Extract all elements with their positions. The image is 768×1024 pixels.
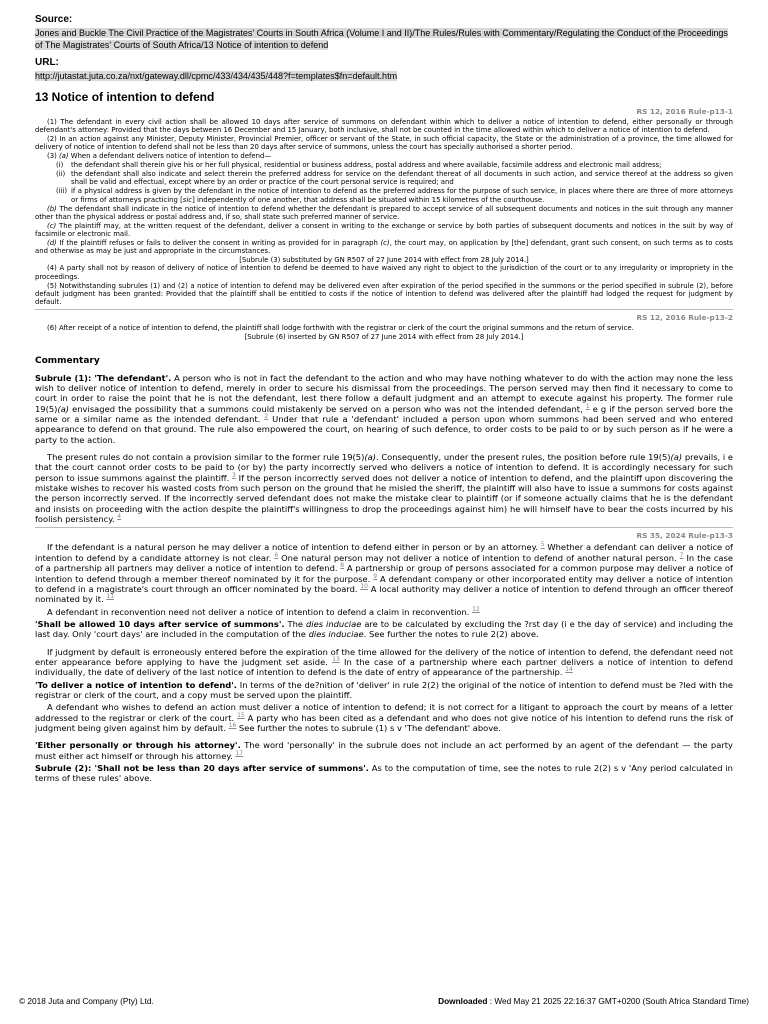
commentary-heading: Commentary (35, 355, 100, 366)
source-highlight: Jones and Buckle The Civil Practice of the Magistrates' Courts in South Africa (Volume I and II)/The Rules/Rules with Commentary/Regulating the Conduct of the Proceedings of The Magistrates' Courts of South Africa/13 Notice of intention to defend (35, 28, 728, 50)
subrule-3a-i: (i) the defendant shall therein give his or her full physical, residential or business address, postal address and where available, facsimile address and electronic mail address; (56, 161, 662, 170)
footnote-link-4[interactable]: 4 (117, 513, 122, 521)
footnote-link-14[interactable]: 14 (565, 666, 573, 674)
subrule-3a-ii: (ii) the defendant shall also indicate and select therein the preferred address for service on the defendant thereat of all documents in such action, and service thereof at the address so given shall be valid and effectual, except where by an order or practice of the court personal service is required; and (56, 170, 733, 187)
section-divider (35, 527, 733, 528)
footnote-link-17[interactable]: 17 (235, 749, 244, 757)
commentary-para-10: Subrule (2): 'Shall not be less than 20 days after service of summons'. As to the computation of time, see the notes to rule 2(2) s v 'Any period calculated in terms of these rules' above. (35, 763, 733, 784)
commentary-body (35, 373, 733, 784)
footnote-link-7[interactable]: 7 (679, 552, 684, 560)
subrule-3-amendment-note: [Subrule (3) substituted by GN R507 of 27 June 2014 with effect from 28 July 2014.] (239, 256, 529, 265)
commentary-para-1: Subrule (1): 'The defendant'. A person who is not in fact the defendant to the action and who may have nothing whatever to do with the action may none the less wish to deliver notice of intention to defend, merely in order to secure his dismissal from the proceedings. The person served may then find it necessary to come to court in order to raise the point that he is not the defendant, lest there follow a default judgment and an attempt to execute against his property. The former rule 19(5)(a) envisaged the possibility that a summons could mistakenly be served on a person who was not the intended defendant, $^1$ e g if the person served bore the same or a similar name as the intended defendant. $^2$ Under that rule a 'defendant' included a person upon whom summons had been served and who entered appearance to defend on that ground. The rule also empowered the court, on hearing of such defence, to order costs to be paid to or by such person as if he were a party to the action. (35, 372, 733, 445)
rs-reference-2: RS 12, 2016 Rule-p13-2 (636, 313, 733, 323)
rs-reference-3: RS 35, 2024 Rule-p13-3 (636, 531, 733, 541)
page-title: 13 Notice of intention to defend (35, 90, 215, 104)
footnote-link-8[interactable]: 8 (340, 562, 345, 570)
footnote-link-5[interactable]: 5 (540, 541, 545, 549)
document-page (35, 14, 733, 791)
footnote-link-3[interactable]: 3 (232, 471, 236, 479)
footnote-link-6[interactable]: 6 (274, 552, 279, 560)
subrule-6: (6) After receipt of a notice of intention to defend, the plaintiff shall lodge forthwith with the registrar or clerk of the court the original summons and the return of service. (47, 324, 634, 333)
subrule-3d: (d) If the plaintiff refuses or fails to deliver the consent in writing as provided for in paragraph (c), the court may, on application by [the] defendant, grant such consent, on such terms as to costs and otherwise as may be just and appropriate in the circumstances. (35, 238, 733, 256)
subrule-4: (4) A party shall not by reason of delivery of notice of intention to defend be deemed to have waived any right to object to the jurisdiction of the court or to any irregularity or impropriety in the proceedings. (35, 264, 733, 281)
footnote-link-1[interactable]: 1 (585, 402, 590, 410)
subrule-3a-iii: (iii) if a physical address is given by the defendant in the notice of intention to defend as the preferred address for the purpose of such service, in places where there are three of more attorneys or firms of attorneys practicing [sic] independently of one another, that address shall be situated within 15 kilometres of the courthouse. (56, 187, 733, 204)
url-highlight: http://jutastat.juta.co.za/nxt/gateway.dll/cpmc/433/434/435/448?f=templates$fn=default.htm (35, 71, 398, 81)
rs-reference-1: RS 12, 2016 Rule-p13-1 (636, 107, 733, 116)
source-label: Source: (35, 14, 73, 25)
rule-text (35, 118, 733, 306)
footnote-link-2[interactable]: 2 (264, 413, 269, 421)
subrule-6-amendment-note: [Subrule (6) inserted by GN R507 of 27 June 2014 with effect from 28 July 2014.] (244, 333, 524, 342)
footer-copyright: © 2018 Juta and Company (Pty) Ltd. (19, 996, 154, 1006)
subrule-2: (2) In an action against any Minister, Deputy Minister, Provincial Premier, officer or servant of the State, in such official capacity, the State or the administration of a province, the time allowed for delivery of notice of intention to defend shall not be less than 20 days after service of summons, unless the court has specially authorised a shorter period. (35, 135, 733, 152)
source-text (35, 27, 733, 51)
commentary-para-5: 'Shall be allowed 10 days after service of summons'. The dies induciae are to be calculated by excluding the ?rst day (i e the day of service) and including the last day. Only 'court days' are included in the computation of the dies induciae. See further the notes to rule 2(2) above. (35, 618, 733, 640)
subrule-1: (1) The defendant in every civil action shall be allowed 10 days after service of summons on defendant within which to deliver a notice of intention to defend, either personally or through defendant's attorney: Provided that the days between 16 December and 15 January, both inclusive, shall not be counted in the time allowed within which to deliver a notice of intention to defend. (35, 118, 733, 135)
footnote-link-16[interactable]: 16 (228, 722, 237, 730)
commentary-para-9: 'Either personally or through his attorney'. The word 'personally' in the subrule does not include an act performed by an agent of the defendant — the party must either act himself or through his attorney. $^{17}$ (35, 740, 733, 761)
footnote-link-15[interactable]: 15 (237, 711, 245, 719)
footnote-link-13[interactable]: 13 (332, 656, 340, 664)
commentary-para-3: If the defendant is a natural person he may deliver a notice of intention to defend either in person or by an attorney. $^5$ Whether a defendant can deliver a notice of intention to defend by a candidate attorney is not clear. $^6$ One natural person may not deliver a notice of intention to defend of another natural person. $^7$ In the case of a partnership all partners may deliver a notice of intention to defend. $^8$ A partnership or group of persons associated for a common purpose may deliver a notice of intention to defend through a member thereof nominated by it for the purpose. $^9$ A defendant company or other incorporated entity may deliver a notice of intention to defend in a magistrate's court through an officer nominated by the board. $^{10}$ A local authority may deliver a notice of intention to defend through an officer thereof nominated by it. $^{11}$ (35, 541, 734, 605)
commentary-para-7: 'To deliver a notice of intention to defend'. In terms of the de?nition of 'deliver' in rule 2(2) the original of the notice of intention to defend must be ?led with the registrar or clerk of the court, and a copy must be served upon the plaintiff. (35, 679, 733, 700)
subrule-3b: (b) The defendant shall indicate in the notice of intention to defend whether the defendant is prepared to accept service of all subsequent documents and notices in the suit through any manner other than the physical address or postal address and, if so, shall state such preferred manner of service. (35, 204, 733, 221)
subrule-5: (5) Notwithstanding subrules (1) and (2) a notice of intention to defend may be delivered even after expiration of the period specified in the summons or the period specified in subrule (2), before default judgment has been granted: Provided that the plaintiff shall be entitled to costs if the notice of intention to defend was delivered after the plaintiff had lodged the request for judgment by default. (35, 281, 733, 307)
subrule-3c: (c) The plaintiff may, at the written request of the defendant, deliver a consent in writing to the exchange or service by both parties of subsequent documents and notices in the suit by way of facsimile or electronic mail. (35, 221, 733, 239)
section-divider (35, 309, 733, 310)
commentary-para-4: A defendant in reconvention need not deliver a notice of intention to defend a claim in reconvention. $^{12}$ (47, 605, 480, 617)
footer-download-info: Downloaded : Wed May 21 2025 22:16:37 GMT+0200 (South Africa Standard Time) (438, 996, 749, 1006)
commentary-para-6: If judgment by default is erroneously entered before the expiration of the time allowed for the delivery of the notice of intention to defend, the defendant need not enter appearance before applying to have the judgment set aside. $^{13}$ In the case of a partnership where each partner delivers a notice of intention to defend individually, the date of delivery of the last notice of intention to defend is the date of entry of appearance of the partnership. $^{14}$ (35, 646, 733, 678)
rule-text-continued (35, 324, 733, 341)
url-text (35, 70, 733, 82)
commentary-para-2: The present rules do not contain a provision similar to the former rule 19(5)(a). Consequently, under the present rules, the position before rule 19(5)(a) prevails, i e that the court cannot order costs to be paid to (or by) the party incorrectly served who delivers a notice of intention to defend. It is accordingly necessary for such person to issue summons against the plaintiff. $^3$ If the person incorrectly served does not deliver a notice of intention to defend, and the plaintiff upon discovering the mistake wishes to recover his wasted costs from such person on the ground that he misled the sheriff, the plaintiff will also have to issue a summons for costs against the person incorrectly served. If the incorrectly served defendant does not make the mistake clear to plaintiff (or if someone actually claims that he is the defendant and insists on proceeding with the action despite the plaintiff's willingness to drop the proceedings against him) he will himself have to bear the costs incurred by his foolish persistency. $^4$ (35, 452, 734, 525)
commentary-para-8: A defendant who wishes to defend an action must deliver a notice of intention to defend; it is not correct for a litigant to approach the court by means of a letter addressed to the registrar or clerk of the court. $^{15}$ A party who has been cited as a defendant and who does not give notice of his intention to defend runs the risk of judgment being given against him by default. $^{16}$ See further the notes to subrule (1) s v 'The defendant' above. (35, 702, 733, 733)
url-label: URL: (35, 57, 59, 68)
footnote-link-10[interactable]: 10 (360, 583, 368, 591)
footnote-link-9[interactable]: 9 (373, 572, 378, 580)
subrule-3a: (3) (a) When a defendant delivers notice of intention to defend— (47, 152, 272, 161)
footnote-link-11[interactable]: 11 (106, 593, 115, 601)
footnote-link-12[interactable]: 12 (472, 605, 480, 613)
